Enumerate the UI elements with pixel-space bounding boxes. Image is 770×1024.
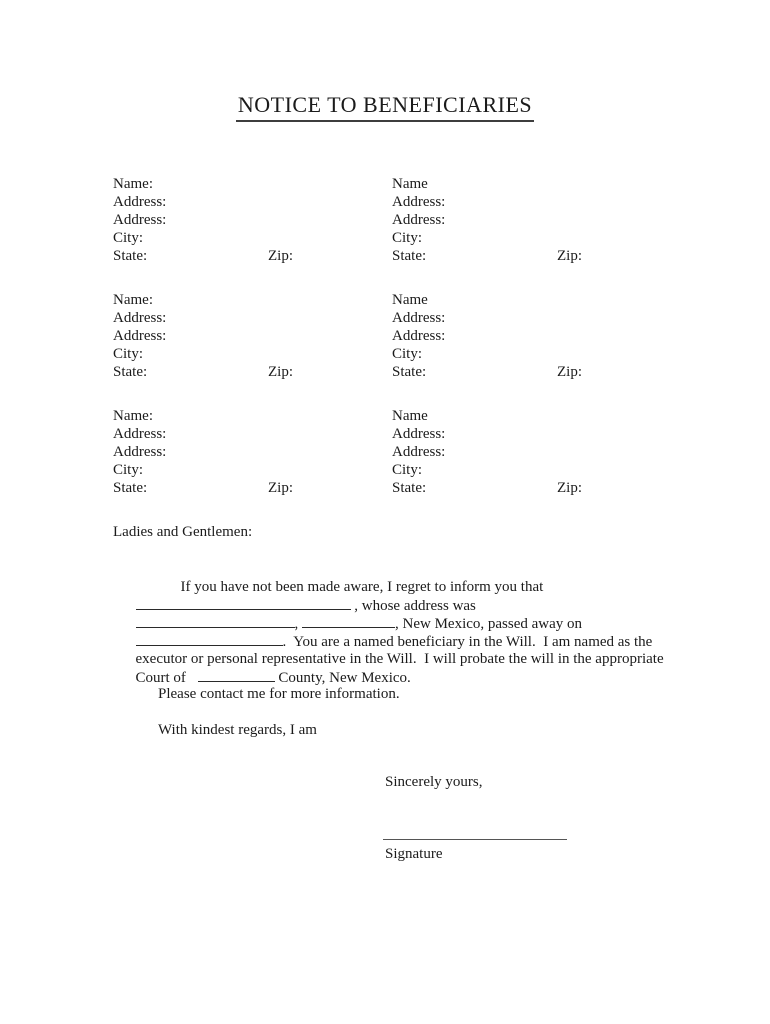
address-block-2 [113,291,673,381]
address-label: Address: [392,194,446,210]
blank-date-of-death[interactable] [136,632,283,646]
name-label: Name: [113,408,153,424]
state-label: State: [113,480,148,496]
name-label: Name [392,292,428,308]
zip-label: Zip: [268,364,293,380]
body-line-1-text: If you have not been made aware, I regret to inform you that [180,579,544,595]
address-row [113,193,673,211]
address-block-1 [113,175,673,265]
zip-label: Zip: [268,480,293,496]
zip-label: Zip: [557,248,582,264]
zip-label: Zip: [557,364,582,380]
name-label: Name [392,176,428,192]
state-label: State: [392,480,427,496]
blank-deceased-city[interactable] [302,614,395,628]
regards-line: With kindest regards, I am [158,722,317,738]
state-label: State: [392,364,427,380]
city-row [113,229,673,247]
address-row [113,211,673,229]
address-label: Address: [392,310,446,326]
state-zip-row [113,363,673,381]
state-label: State: [392,248,427,264]
address-label: Address: [113,426,167,442]
body-line-5-text: executor or personal representative in the Will. I will probate the will in the appropriate [135,651,664,667]
name-row [113,407,673,425]
blank-county[interactable] [198,668,275,682]
body-paragraph [113,560,713,686]
signature-label: Signature [385,846,443,862]
name-label: Name: [113,292,153,308]
zip-label: Zip: [268,248,293,264]
address-row [113,309,673,327]
address-row [113,425,673,443]
blank-deceased-name[interactable] [136,596,351,610]
name-row [113,175,673,193]
page-title: NOTICE TO BENEFICIARIES [236,92,534,122]
address-row [113,443,673,461]
state-zip-row [113,247,673,265]
name-row [113,291,673,309]
address-label: Address: [392,426,446,442]
city-row [113,461,673,479]
salutation: Ladies and Gentlemen: [113,524,253,540]
address-label: Address: [113,310,167,326]
body-line-4-text: . You are a named beneficiary in the Will. I am named as the [282,634,653,650]
address-block-3 [113,407,673,497]
address-label: Address: [392,212,446,228]
body-line-1 [113,560,713,595]
city-label: City: [113,462,144,478]
city-label: City: [392,346,423,362]
address-label: Address: [392,444,446,460]
address-label: Address: [392,328,446,344]
sincerely-line: Sincerely yours, [385,774,483,790]
city-label: City: [113,346,144,362]
state-label: State: [113,248,148,264]
name-label: Name: [113,176,153,192]
address-label: Address: [113,194,167,210]
city-label: City: [392,462,423,478]
city-row [113,345,673,363]
title-container [0,92,770,122]
city-label: City: [392,230,423,246]
state-zip-row [113,479,673,497]
body-line-3-separator: , [294,616,302,632]
body-line-3-text: , New Mexico, passed away on [395,616,583,632]
body-line-6-prefix: Court of [135,670,190,686]
state-label: State: [113,364,148,380]
body-line-6-suffix: County, New Mexico. [274,670,411,686]
city-label: City: [113,230,144,246]
signature-line[interactable] [383,839,567,840]
address-label: Address: [113,444,167,460]
blank-deceased-address[interactable] [136,614,295,628]
address-label: Address: [113,328,167,344]
address-label: Address: [113,212,167,228]
address-row [113,327,673,345]
zip-label: Zip: [557,480,582,496]
contact-line: Please contact me for more information. [158,686,400,702]
name-label: Name [392,408,428,424]
body-line-2-text: , whose address was [350,598,476,614]
